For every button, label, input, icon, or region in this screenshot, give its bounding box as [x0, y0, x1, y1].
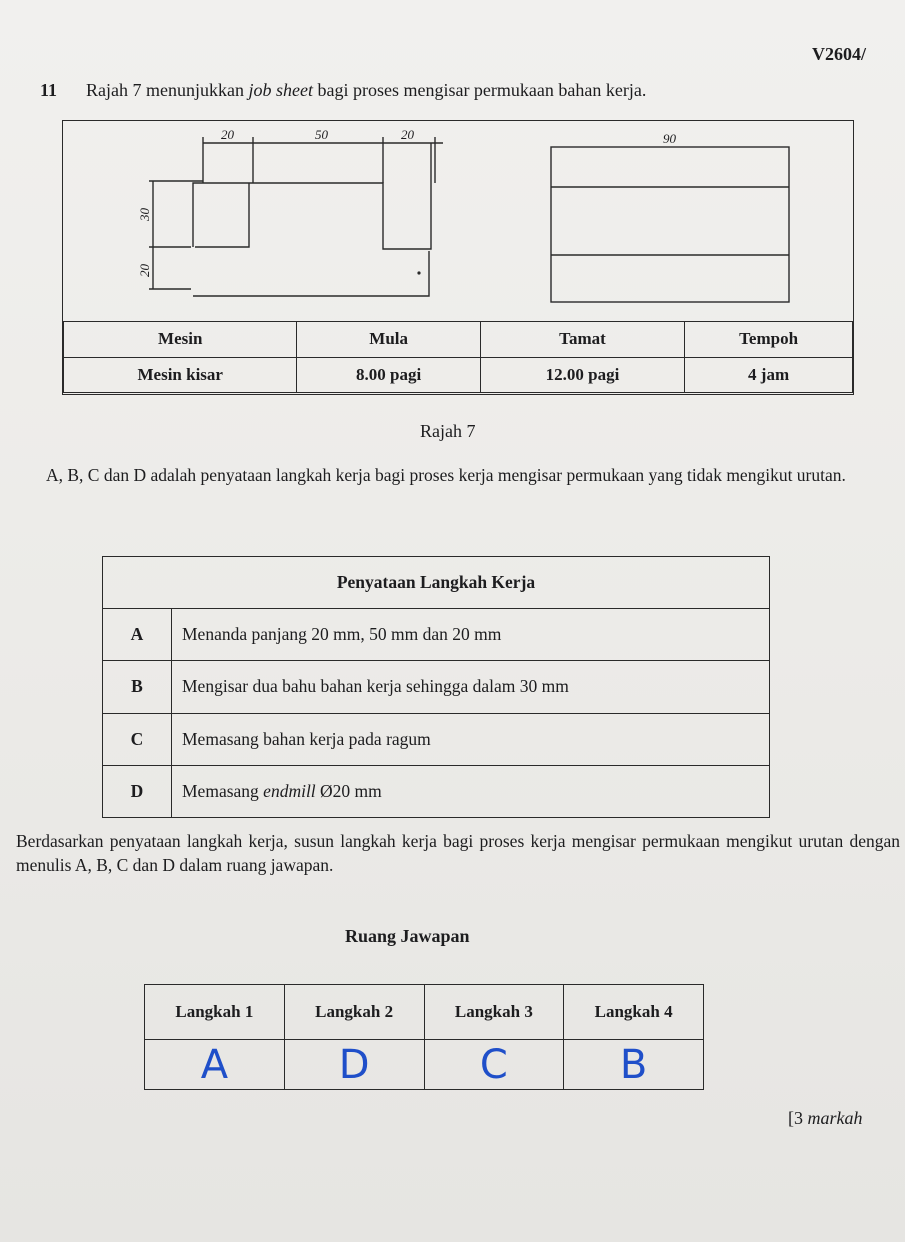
answer-table: [144, 984, 704, 1090]
paper-code: V2604/: [812, 44, 866, 64]
question-text-italic: job sheet: [248, 80, 313, 100]
question-text-start: Rajah 7 menunjukkan: [86, 80, 249, 100]
dim-label: 90: [663, 131, 676, 146]
step-text: Menanda panjang 20 mm, 50 mm dan 20 mm: [172, 609, 770, 661]
step-row: [103, 765, 770, 817]
step-letter: A: [103, 609, 172, 661]
front-view: [149, 137, 789, 302]
cell: 4 jam: [685, 357, 853, 393]
step-text: Memasang bahan kerja pada ragum: [172, 713, 770, 765]
step-row: [103, 661, 770, 713]
job-sheet-drawing: [63, 121, 853, 321]
answer-cell[interactable]: C: [424, 1040, 564, 1090]
dim-label: 20: [401, 127, 414, 142]
marks-open: [3: [788, 1108, 808, 1128]
step-row: [103, 713, 770, 765]
answer-header: Langkah 1: [145, 985, 285, 1040]
steps-header: Penyataan Langkah Kerja: [103, 557, 770, 609]
step-text: Mengisar dua bahu bahan kerja sehingga dalam 30 mm: [172, 661, 770, 713]
part-outline-lower: [193, 251, 429, 296]
job-table: [63, 321, 853, 393]
header-cell: Mula: [297, 322, 480, 358]
answer-row: [145, 1040, 704, 1090]
cell: 8.00 pagi: [297, 357, 480, 393]
step-letter: B: [103, 661, 172, 713]
step-row: [103, 609, 770, 661]
dim-label: 20: [221, 127, 234, 142]
question-number: 11: [40, 80, 58, 100]
answer-title: Ruang Jawapan: [345, 926, 470, 946]
step-text-start: Memasang: [182, 780, 264, 801]
dim-label: 30: [137, 208, 152, 221]
header-cell: Tamat: [480, 322, 684, 358]
answer-cell[interactable]: D: [284, 1040, 424, 1090]
top-view-outline: [551, 147, 789, 302]
step-text-end: Ø20 mm: [315, 780, 382, 801]
dim-label: 20: [137, 264, 152, 277]
marks-label: [788, 1108, 863, 1129]
answer-header: Langkah 3: [424, 985, 564, 1040]
answer-header: Langkah 2: [284, 985, 424, 1040]
question-text-end: bagi proses mengisar permukaan bahan kerja.: [312, 80, 647, 100]
steps-header-row: [103, 557, 770, 609]
question-text: [86, 80, 646, 101]
step-letter: D: [103, 765, 172, 817]
answer-header: Langkah 4: [564, 985, 704, 1040]
answer-cell[interactable]: B: [564, 1040, 704, 1090]
dim-label: 50: [315, 127, 328, 142]
marks-word: markah: [807, 1108, 863, 1128]
step-text: [172, 765, 770, 817]
figure-caption: Rajah 7: [420, 421, 476, 441]
part-step-left: [195, 183, 249, 247]
steps-table: [102, 556, 770, 818]
ink-dot: [417, 271, 420, 274]
job-table-row: [64, 357, 853, 393]
cell: 12.00 pagi: [480, 357, 684, 393]
intro-text: A, B, C dan D adalah penyataan langkah kerja bagi proses kerja mengisar permukaan yang tidak mengikut urutan.: [46, 465, 846, 485]
step-text-italic: endmill: [263, 780, 316, 801]
step-letter: C: [103, 713, 172, 765]
header-cell: Mesin: [64, 322, 297, 358]
answer-cell[interactable]: A: [145, 1040, 285, 1090]
job-table-header: [64, 322, 853, 358]
figure-box: [62, 120, 854, 395]
answer-header-row: [145, 985, 704, 1040]
cell: Mesin kisar: [64, 357, 297, 393]
instruction-text: Berdasarkan penyataan langkah kerja, susun langkah kerja bagi proses kerja mengisar permukaan mengikut urutan dengan menulis A, B, C dan D dalam ruang jawapan.: [16, 831, 900, 875]
header-cell: Tempoh: [685, 322, 853, 358]
part-outline: [193, 143, 431, 249]
